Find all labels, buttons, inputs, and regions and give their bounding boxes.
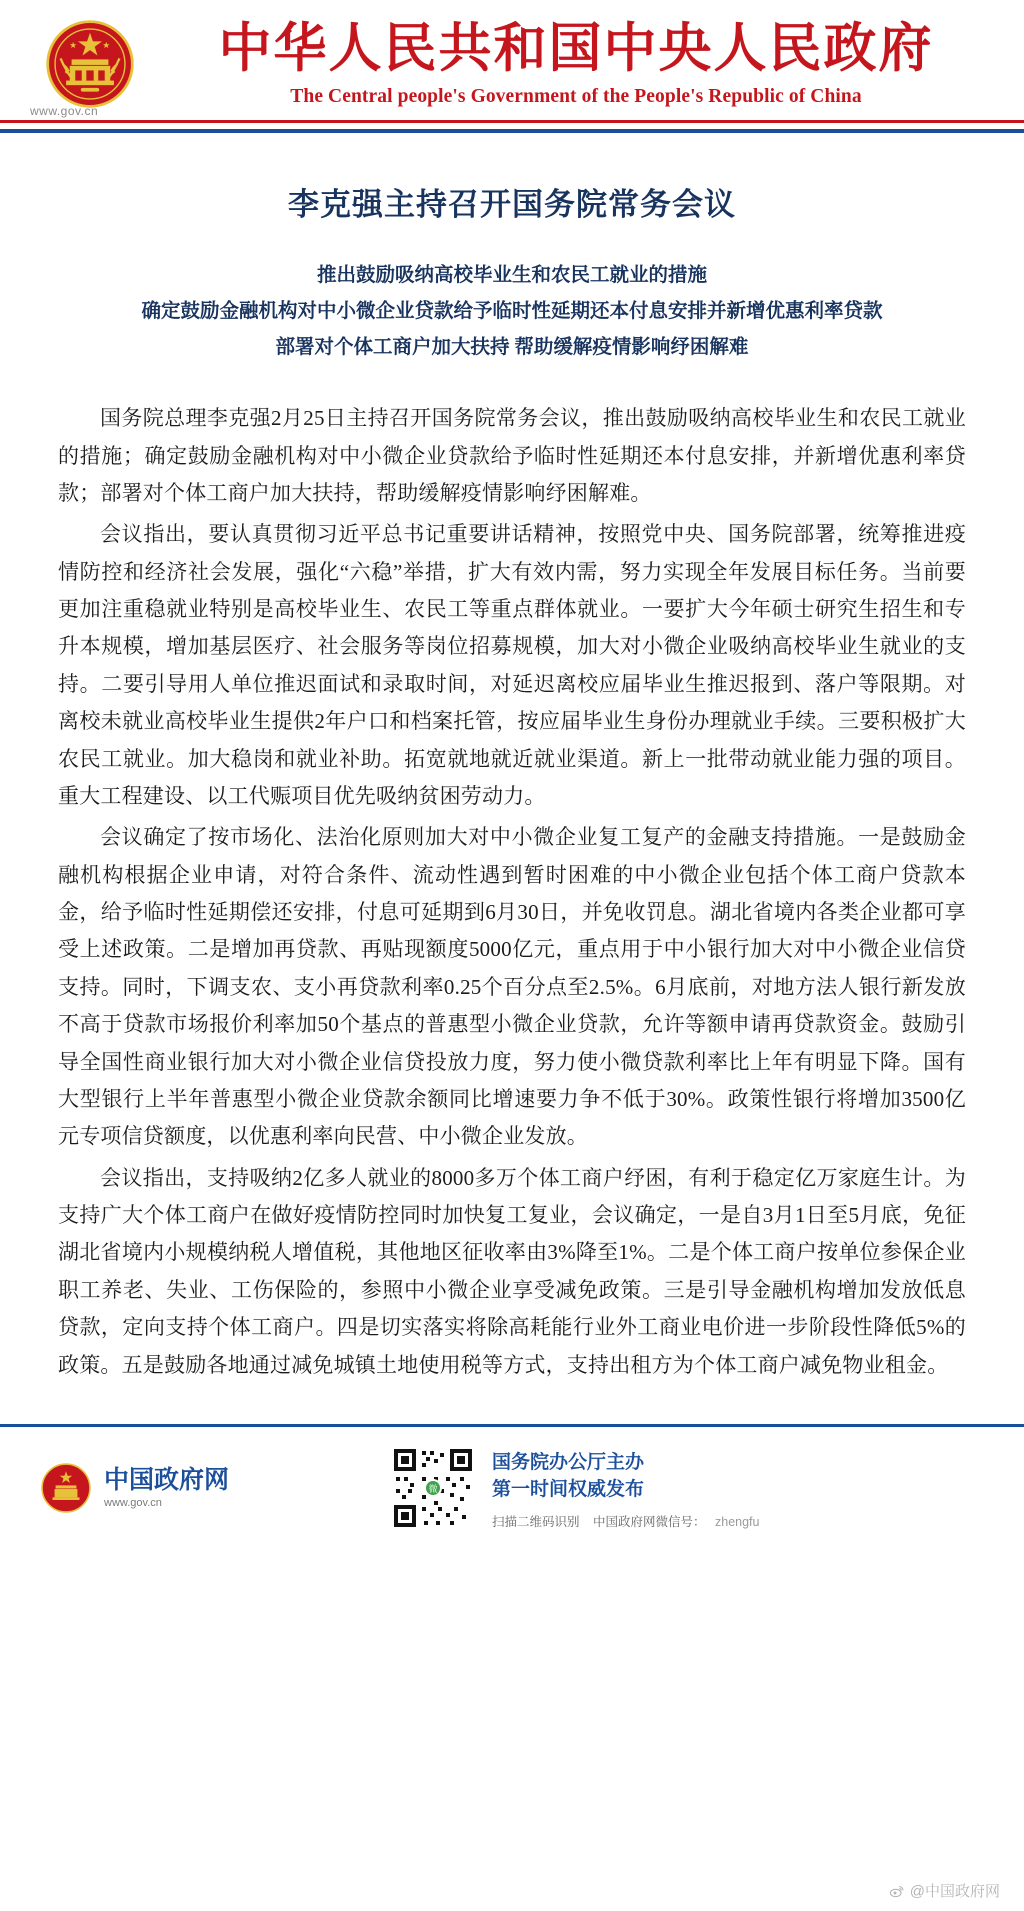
site-footer xyxy=(0,1427,1024,1541)
footer-brand[interactable] xyxy=(40,1462,340,1514)
footer-slogan: 第一时间权威发布 xyxy=(492,1479,645,1501)
article-subhead: 推出鼓励吸纳高校毕业生和农民工就业的措施 xyxy=(316,265,707,286)
wechat-label: 中国政府网微信号： xyxy=(593,1515,706,1530)
site-url: www.gov.cn xyxy=(30,104,99,118)
footer-brand-url: www.gov.cn xyxy=(104,1497,162,1510)
article-paragraph: 会议指出，支持吸纳2亿多人就业的8000多万个体工商户纾困，有利于稳定亿万家庭生计。为支持广大个体工商户在做好疫情防控同时加快复工复业，会议确定，一是自3月1日至5月底，免征湖北省境内小规模纳税人增值税，其他地区征收率由3%降至1%。二是个体工商户按单位参保企业职工养老、失业、工伤保险的，参照中小微企业享受减免政策。三是引导金融机构增加发放低息贷款，定向支持个体工商户。四是切实落实将除高耗能行业外工商业电价进一步阶段性降低5%的政策。五是鼓励各地通过减免城镇土地使用税等方式，支持出租方为个体工商户减免物业租金。 xyxy=(58,1165,966,1377)
masthead-text xyxy=(154,20,1008,107)
article-subhead: 部署对个体工商户加大扶持 帮助缓解疫情影响纾困解难 xyxy=(275,337,749,359)
site-title-en: The Central people's Government of the People's Republic of China xyxy=(290,85,862,107)
footer-scan-hint xyxy=(492,1512,759,1530)
qr-code-icon[interactable] xyxy=(390,1445,476,1531)
china-national-emblem-icon xyxy=(40,1462,92,1514)
header-divider xyxy=(0,129,1024,133)
article-paragraph: 会议确定了按市场化、法治化原则加大对中小微企业复工复产的金融支持措施。一是鼓励金融机构根据企业申请，对符合条件、流动性遇到暂时困难的中小微企业包括个体工商户贷款本金，给予临时性延期偿还安排，付息可延期到6月30日，并免收罚息。湖北省境内各类企业都可享受上述政策。二是增加再贷款、再贴现额度5000亿元，重点用于中小银行加大对中小微企业信贷支持。同时，下调支农、支小再贷款利率0.25个百分点至2.5%。6月底前，对地方法人银行新发放不高于贷款市场报价利率加50个基点的普惠型小微企业贷款，允许等额申请再贷款资金。鼓励引导全国性商业银行加大对小微企业信贷投放力度，努力使小微贷款利率比上年有明显下降。国有大型银行上半年普惠型小微企业贷款余额同比增速要力争不低于30%。政策性银行将增加3500亿元专项信贷额度，以优惠利率向民营、中小微企业发放。 xyxy=(58,825,966,1149)
site-masthead xyxy=(0,0,1024,123)
svg-text:微: 微 xyxy=(428,1483,438,1494)
footer-publisher: 国务院办公厅主办 xyxy=(492,1451,645,1473)
watermark-text: @中国政府网 xyxy=(909,1883,1000,1900)
china-national-emblem-icon xyxy=(44,18,136,110)
footer-texts xyxy=(492,1445,759,1530)
footer-brand-name: 中国政府网 xyxy=(104,1466,230,1494)
article-subheads xyxy=(58,258,966,366)
footer-wechat-block xyxy=(360,1445,984,1531)
site-title-cn: 中华人民共和国中央人民政府 xyxy=(218,20,934,79)
article-paragraph: 会议指出，要认真贯彻习近平总书记重要讲话精神，按照党中央、国务院部署，统筹推进疫情防控和经济社会发展，强化“六稳”举措，扩大有效内需，努力实现全年发展目标任务。当前要更加注重稳就业特别是高校毕业生、农民工等重点群体就业。一要扩大今年硕士研究生招生和专升本规模，增加基层医疗、社会服务等岗位招募规模，加大对小微企业吸纳高校毕业生就业的支持。二要引导用人单位推迟面试和录取时间，对延迟离校应届毕业生推迟报到、落户等限期。对离校未就业高校毕业生提供2年户口和档案托管，按应届毕业生身份办理就业手续。三要积极扩大农民工就业。加大稳岗和就业补助。拓宽就地就近就业渠道。新上一批带动就业能力强的项目。重大工程建设、以工代赈项目优先吸纳贫困劳动力。 xyxy=(58,522,966,808)
article-content xyxy=(0,179,1024,1384)
article-subhead: 确定鼓励金融机构对中小微企业贷款给予临时性延期还本付息安排并新增优惠利率贷款 xyxy=(141,301,883,323)
weibo-icon xyxy=(889,1883,905,1899)
weibo-watermark xyxy=(889,1880,1000,1901)
article-body xyxy=(58,400,966,1384)
article-paragraph: 国务院总理李克强2月25日主持召开国务院常务会议，推出鼓励吸纳高校毕业生和农民工就业的措施；确定鼓励金融机构对中小微企业贷款给予临时性延期还本付息安排，并新增优惠利率贷款；部署对个体工商户加大扶持，帮助缓解疫情影响纾困解难。 xyxy=(58,406,966,505)
page-title: 李克强主持召开国务院常务会议 xyxy=(288,187,736,222)
scan-hint-text: 扫描二维码识别 xyxy=(492,1515,580,1530)
wechat-id: zhengfu xyxy=(715,1515,760,1530)
